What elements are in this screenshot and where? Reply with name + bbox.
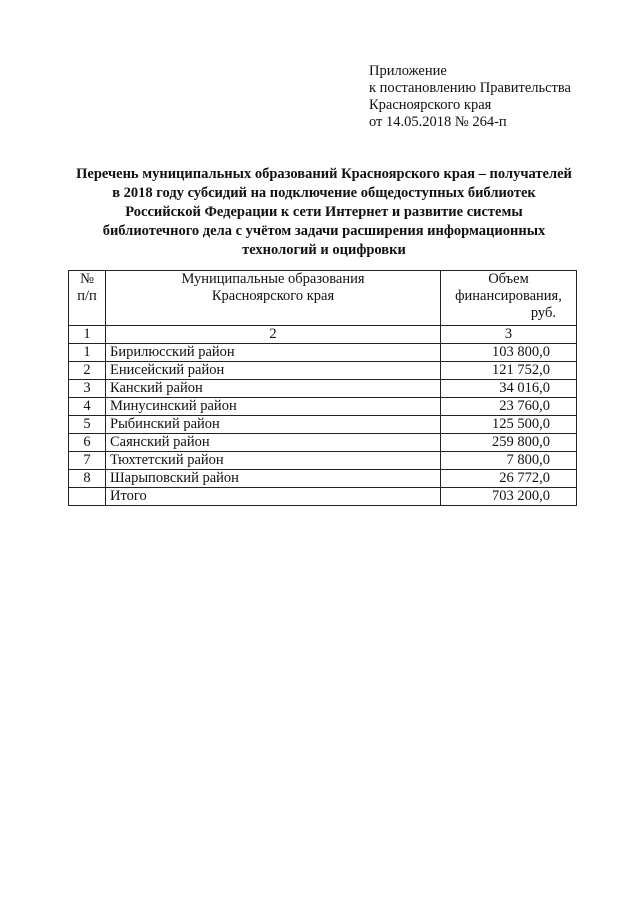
- column-number-row: [69, 326, 577, 344]
- total-number: [69, 488, 106, 506]
- row-amount: 259 800,0: [441, 434, 577, 452]
- table-row: [69, 344, 577, 362]
- title-line: технологий и оцифровки: [242, 242, 406, 258]
- header-number-line: п/п: [77, 288, 97, 304]
- appendix-block: [369, 63, 571, 131]
- title-line: библиотечного дела с учётом задачи расширения информационных: [102, 223, 546, 239]
- row-amount: 103 800,0: [441, 344, 577, 362]
- table-row: [69, 380, 577, 398]
- column-number: 3: [441, 326, 577, 344]
- row-number: 6: [69, 434, 106, 452]
- row-number: 2: [69, 362, 106, 380]
- header-municipality: [106, 271, 441, 326]
- row-amount: 125 500,0: [441, 416, 577, 434]
- appendix-line: Красноярского края: [369, 97, 492, 113]
- header-number-line: №: [80, 271, 94, 287]
- funding-table: [68, 270, 577, 506]
- table-row: [69, 362, 577, 380]
- header-funding-line: руб.: [530, 305, 556, 321]
- header-municipality-line: Красноярского края: [211, 288, 335, 304]
- row-amount: 7 800,0: [441, 452, 577, 470]
- row-number: 8: [69, 470, 106, 488]
- row-number: 3: [69, 380, 106, 398]
- total-amount: 703 200,0: [441, 488, 577, 506]
- table-row: [69, 452, 577, 470]
- row-number: 7: [69, 452, 106, 470]
- appendix-date-line: от 14.05.2018 № 264-п: [369, 114, 507, 130]
- header-number: [69, 271, 106, 326]
- row-municipality: Минусинский район: [106, 398, 441, 416]
- row-amount: 23 760,0: [441, 398, 577, 416]
- row-municipality: Тюхтетский район: [106, 452, 441, 470]
- row-municipality: Рыбинский район: [106, 416, 441, 434]
- header-municipality-line: Муниципальные образования: [181, 271, 365, 287]
- title-line: Перечень муниципальных образований Красноярского края – получателей: [76, 166, 572, 182]
- row-number: 4: [69, 398, 106, 416]
- row-amount: 34 016,0: [441, 380, 577, 398]
- table-row: [69, 398, 577, 416]
- appendix-line: Приложение: [369, 63, 447, 79]
- row-number: 5: [69, 416, 106, 434]
- header-funding-line: Объем: [488, 271, 529, 287]
- row-municipality: Енисейский район: [106, 362, 441, 380]
- table-row: [69, 434, 577, 452]
- appendix-line: к постановлению Правительства: [369, 80, 571, 96]
- row-number: 1: [69, 344, 106, 362]
- row-municipality: Бирилюсский район: [106, 344, 441, 362]
- header-funding: [441, 271, 577, 326]
- table-row: [69, 470, 577, 488]
- document-title: [60, 165, 588, 260]
- column-number: 1: [69, 326, 106, 344]
- column-number: 2: [106, 326, 441, 344]
- title-line: в 2018 году субсидий на подключение общедоступных библиотек: [112, 185, 536, 201]
- row-amount: 121 752,0: [441, 362, 577, 380]
- row-municipality: Канский район: [106, 380, 441, 398]
- header-funding-line: финансирования,: [455, 288, 562, 304]
- total-row: [69, 488, 577, 506]
- row-municipality: Шарыповский район: [106, 470, 441, 488]
- title-line: Российской Федерации к сети Интернет и развитие системы: [125, 204, 523, 220]
- row-municipality: Саянский район: [106, 434, 441, 452]
- row-amount: 26 772,0: [441, 470, 577, 488]
- total-label: Итого: [106, 488, 441, 506]
- table-row: [69, 416, 577, 434]
- table-header-row: [69, 271, 577, 326]
